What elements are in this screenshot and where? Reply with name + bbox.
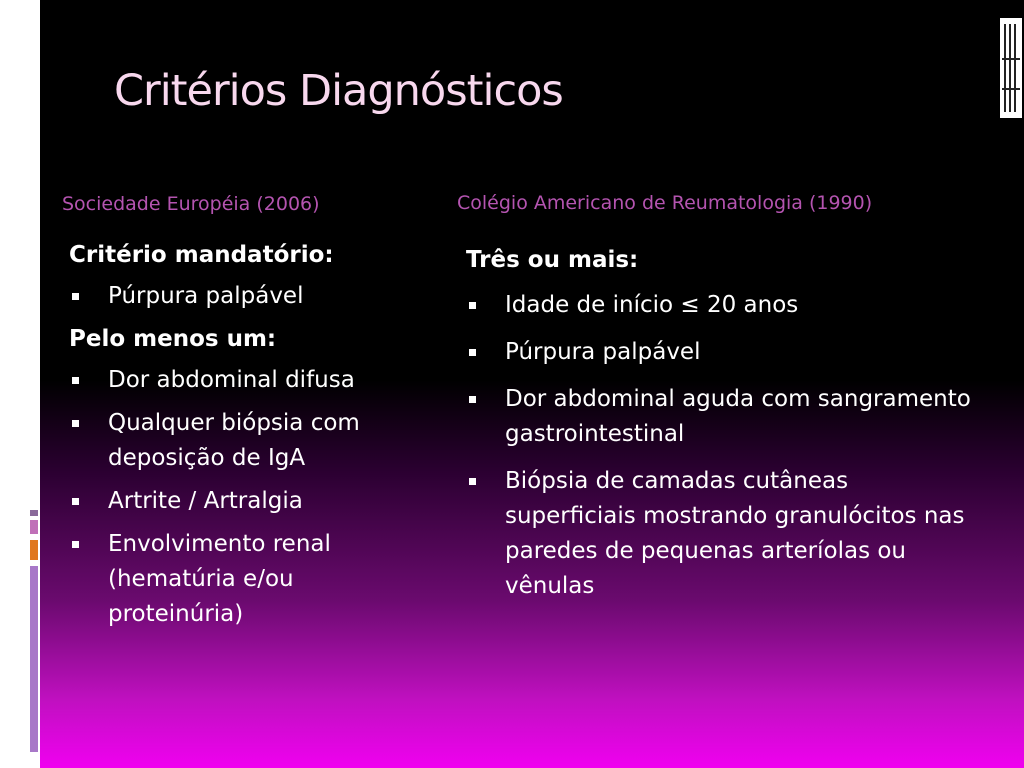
list-item-text: Dor abdominal aguda com sangramento gastrointestinal (505, 386, 971, 447)
left-column-heading: Sociedade Européia (2006) (62, 193, 320, 215)
list-item-text: Dor abdominal difusa (108, 367, 355, 393)
list-item (69, 527, 424, 632)
mandatory-label: Critério mandatório: (69, 242, 334, 268)
criteria-list (466, 288, 971, 604)
square-bullet-icon (72, 293, 79, 300)
list-item-text: Qualquer biópsia com deposição de IgA (108, 410, 360, 471)
list-item-text: Púrpura palpável (505, 339, 701, 365)
list-item (466, 464, 971, 604)
list-item (69, 484, 424, 519)
decor-bar-4 (30, 566, 38, 752)
square-bullet-icon (72, 377, 79, 384)
list-item-text: Biópsia de camadas cutâneas superficiais mostrando granulócitos nas paredes de pequenas arteríolas ou vênulas (505, 468, 965, 599)
decor-bar-2 (30, 520, 38, 534)
decor-bar-1 (30, 510, 38, 516)
list-item (69, 406, 424, 476)
decor-bar-3 (30, 540, 38, 560)
list-item-text: Púrpura palpável (108, 283, 304, 309)
square-bullet-icon (72, 420, 79, 427)
list-item (69, 279, 424, 314)
list-item-text: Artrite / Artralgia (108, 488, 303, 514)
list-item-text: Idade de início ≤ 20 anos (505, 292, 799, 318)
slide-title: Critérios Diagnósticos (114, 66, 563, 116)
at-least-one-list (69, 363, 424, 632)
right-column-heading: Colégio Americano de Reumatologia (1990) (457, 192, 873, 214)
square-bullet-icon (469, 396, 476, 403)
right-column (466, 243, 971, 616)
left-column (69, 238, 424, 640)
mandatory-list (69, 279, 424, 314)
list-item (466, 335, 971, 370)
square-bullet-icon (72, 541, 79, 548)
three-or-more-label: Três ou mais: (466, 247, 639, 273)
list-item-text: Envolvimento renal (hematúria e/ou proteinúria) (108, 531, 331, 627)
square-bullet-icon (469, 349, 476, 356)
square-bullet-icon (72, 498, 79, 505)
slide-edge-decoration-icon (1000, 18, 1022, 118)
square-bullet-icon (469, 302, 476, 309)
list-item (69, 363, 424, 398)
list-item (466, 288, 971, 323)
at-least-one-label: Pelo menos um: (69, 326, 277, 352)
square-bullet-icon (469, 478, 476, 485)
list-item (466, 382, 971, 452)
